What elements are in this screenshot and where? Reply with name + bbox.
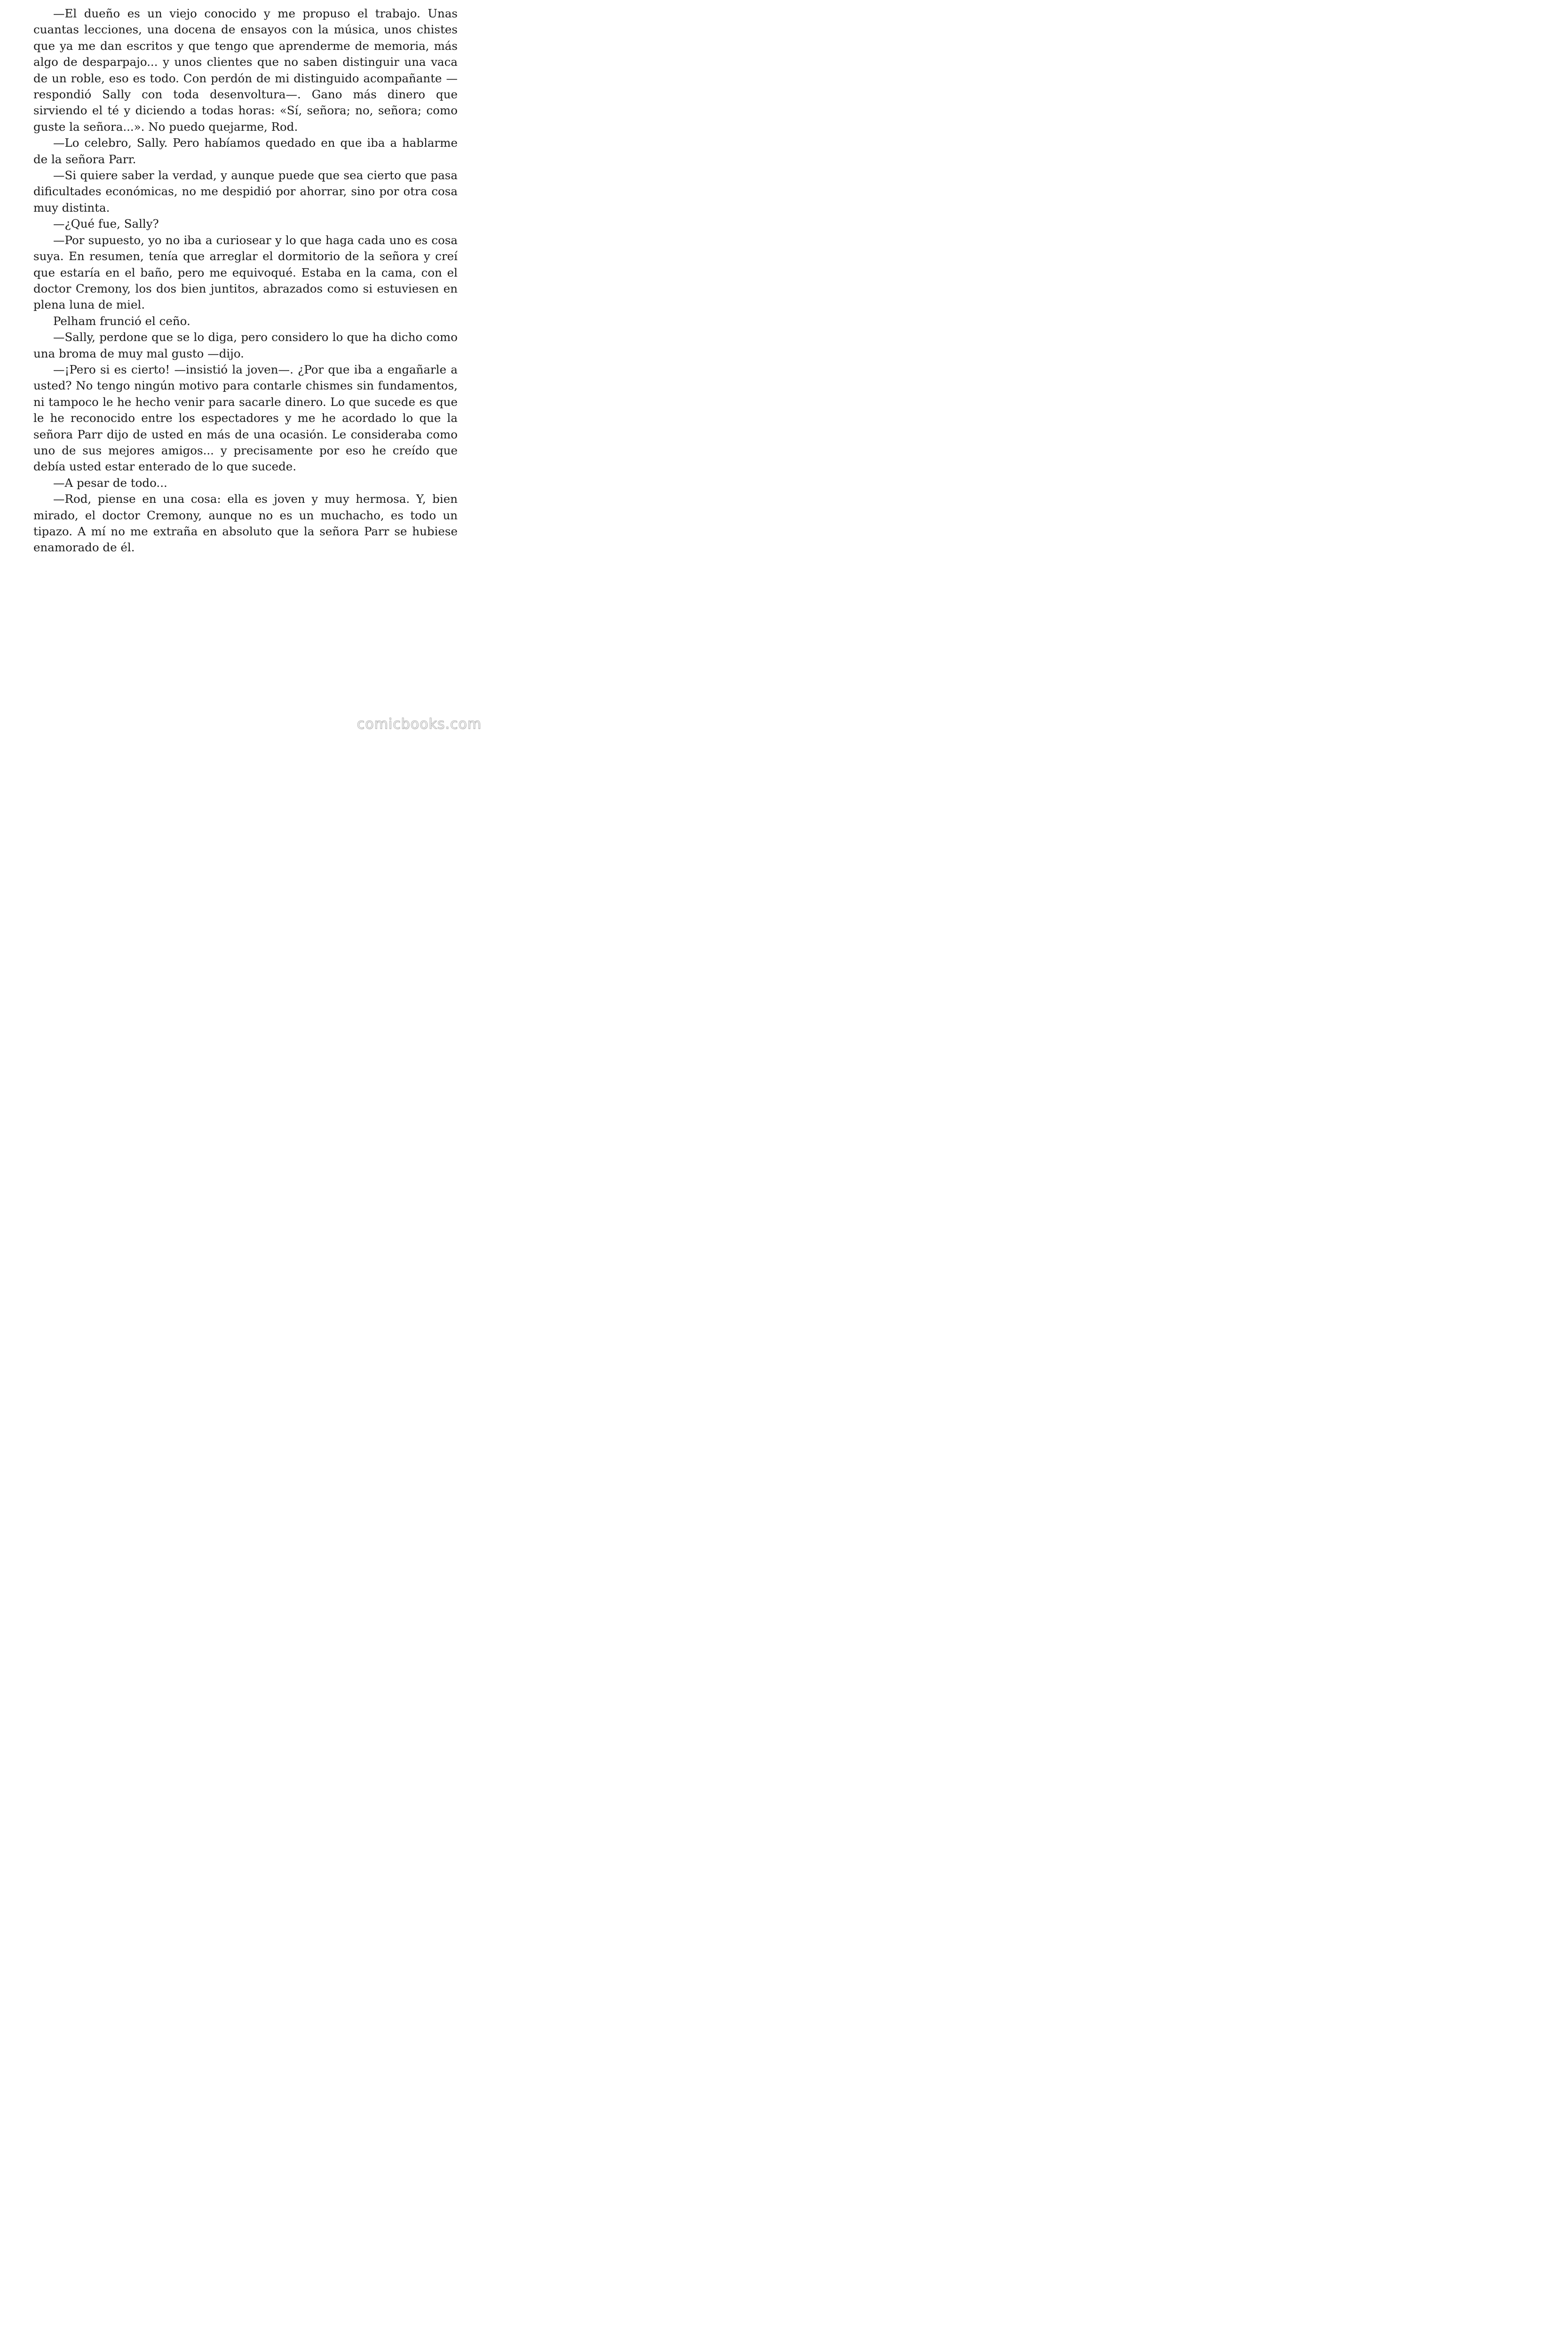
paragraph: —Lo celebro, Sally. Pero habíamos quedado en que iba a hablarme de la señora Parr. [33,136,458,166]
paragraph: Pelham frunció el ceño. [53,314,190,328]
paragraph: —Si quiere saber la verdad, y aunque puede que sea cierto que pasa dificultades económicas, no me despidió por ahorrar, sino por otra cosa muy distinta. [33,168,458,215]
paragraph: —¡Pero si es cierto! —insistió la joven—. ¿Por que iba a engañarle a usted? No tengo ningún motivo para contarle chismes sin fundamentos, ni tampoco le he hecho venir para sacarle dinero. Lo que sucede es que le he reconocido entre los espectadores y me he acordado lo que la señora Parr dijo de usted en más de una ocasión. Le consideraba como uno de sus mejores amigos... y precisamente por eso he creído que debía usted estar enterado de lo que sucede. [33,362,458,474]
paragraph: —El dueño es un viejo conocido y me propuso el trabajo. Unas cuantas lecciones, una docena de ensayos con la música, unos chistes que ya me dan escritos y que tengo que aprenderme de memoria, más algo de desparpajo... y unos clientes que no saben distinguir una vaca de un roble, eso es todo. Con perdón de mi distinguido acompañante —respondió Sally con toda desenvoltura—. Gano más dinero que sirviendo el té y diciendo a todas horas: «Sí, señora; no, señora; como guste la señora...». No puedo quejarme, Rod. [33,7,458,134]
paragraph: —Sally, perdone que se lo diga, pero considero lo que ha dicho como una broma de muy mal gusto —dijo. [33,330,458,360]
paragraph: —Rod, piense en una cosa: ella es joven y muy hermosa. Y, bien mirado, el doctor Cremony, aunque no es un muchacho, es todo un tipazo. A mí no me extraña en absoluto que la señora Parr se hubiese enamorado de él. [33,492,458,555]
watermark: comicbooks.com [356,716,482,732]
page-text [33,6,458,556]
paragraph: —A pesar de todo... [53,476,167,490]
paragraph: —¿Qué fue, Sally? [53,217,159,231]
paragraph: —Por supuesto, yo no iba a curiosear y lo que haga cada uno es cosa suya. En resumen, tenía que arreglar el dormitorio de la señora y creí que estaría en el baño, pero me equivoqué. Estaba en la cama, con el doctor Cremony, los dos bien juntitos, abrazados como si estuviesen en plena luna de miel. [33,233,458,312]
